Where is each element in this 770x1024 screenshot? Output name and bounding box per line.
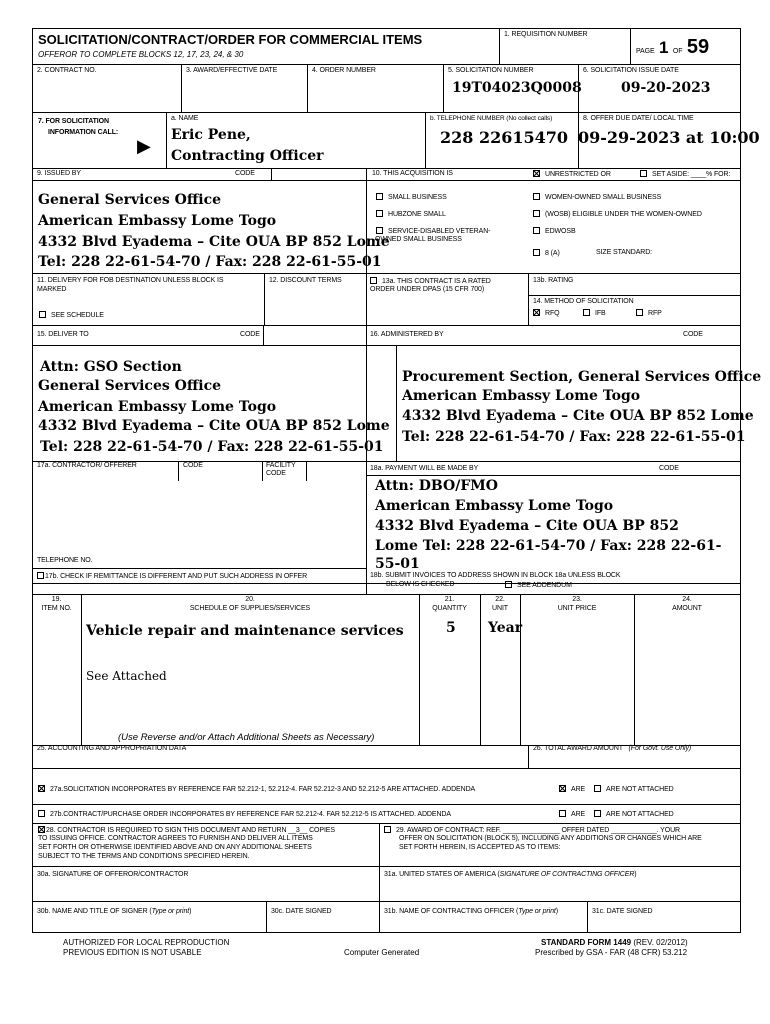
- deliver-to-line-3: American Embassy Lome Togo: [38, 399, 277, 415]
- remittance-checkbox[interactable]: [37, 572, 44, 579]
- officer-date-signed-label: 31c. DATE SIGNED: [592, 908, 653, 915]
- addenda-are-not-option-27b[interactable]: ARE NOT ATTACHED: [594, 810, 674, 818]
- telephone-label: b. TELEPHONE NUMBER (No collect calls): [430, 115, 553, 122]
- previous-edition-note: PREVIOUS EDITION IS NOT USABLE: [63, 948, 202, 957]
- prescribed-by-note: Prescribed by GSA - FAR (48 CFR) 53.212: [535, 948, 688, 957]
- rated-order-label-2: ORDER UNDER DPAS (15 CFR 700): [370, 286, 485, 293]
- contractor-label: 17a. CONTRACTOR/ OFFERER: [37, 462, 137, 469]
- issued-by-code-label: CODE: [235, 170, 255, 177]
- rfq-option[interactable]: RFQ: [533, 309, 559, 317]
- issue-date-value: 09-20-2023: [621, 80, 711, 96]
- wosb-eligible-option[interactable]: (WOSB) ELIGIBLE UNDER THE WOMEN-OWNED: [533, 210, 702, 218]
- ifb-checkbox[interactable]: [583, 309, 590, 316]
- schedule-header: SCHEDULE OF SUPPLIES/SERVICES: [189, 605, 311, 612]
- small-business-option[interactable]: SMALL BUSINESS: [376, 193, 447, 201]
- information-call-label: INFORMATION CALL:: [48, 129, 119, 136]
- unrestricted-checkbox[interactable]: [533, 170, 540, 177]
- item-quantity: 5: [446, 620, 456, 636]
- administered-by-line-2: American Embassy Lome Togo: [402, 388, 641, 404]
- administered-by-code-label: CODE: [683, 331, 703, 338]
- contractor-sign-option[interactable]: 28. CONTRACTOR IS REQUIRED TO SIGN THIS DOCUMENT AND RETURN __3__ COPIES: [38, 826, 335, 834]
- issued-by-line-2: American Embassy Lome Togo: [38, 213, 277, 229]
- payment-line-3: 4332 Blvd Eyadema – Cite OUA BP 852: [375, 518, 679, 534]
- arrow-right-icon: ▶: [137, 136, 151, 156]
- eight-a-option[interactable]: 8 (A): [533, 249, 560, 257]
- page-label: PAGE: [636, 48, 655, 55]
- issued-by-line-4: Tel: 228 22-61-54-70 / Fax: 228 22-61-55-01: [38, 254, 382, 270]
- unit-price-header: UNIT PRICE: [557, 605, 597, 612]
- item-description: Vehicle repair and maintenance services: [86, 623, 404, 639]
- see-schedule-checkbox[interactable]: [39, 311, 46, 318]
- contractor-sign-checkbox[interactable]: [38, 826, 45, 833]
- deliver-to-line-5: Tel: 228 22-61-54-70 / Fax: 228 22-61-55-01: [40, 439, 384, 455]
- set-aside-option[interactable]: SET ASIDE: ____% FOR:: [640, 170, 730, 178]
- deliver-to-code-label: CODE: [240, 331, 260, 338]
- offer-due-label: 8. OFFER DUE DATE/ LOCAL TIME: [583, 115, 694, 122]
- payment-line-1: Attn: DBO/FMO: [375, 478, 498, 494]
- award-of-contract-line-2: OFFER ON SOLICITATION (BLOCK 5), INCLUDING ANY ADDITIONS OR CHANGES WHICH ARE: [399, 835, 702, 842]
- requisition-number-label: 1. REQUISITION NUMBER: [504, 31, 588, 38]
- solicitation-number-label: 5. SOLICITATION NUMBER: [448, 67, 534, 74]
- quantity-number: 21.: [444, 596, 455, 603]
- contractor-code-label: CODE: [183, 462, 203, 469]
- submit-invoices-label-1: 18b. SUBMIT INVOICES TO ADDRESS SHOWN IN BLOCK 18a UNLESS BLOCK: [370, 572, 621, 579]
- administered-by-line-3: 4332 Blvd Eyadema – Cite OUA BP 852 Lome: [402, 408, 754, 424]
- authorized-reproduction-note: AUTHORIZED FOR LOCAL REPRODUCTION: [63, 938, 230, 947]
- schedule-number: 20.: [245, 596, 255, 603]
- award-date-label: 3. AWARD/EFFECTIVE DATE: [186, 67, 278, 74]
- addenda-are-not-checkbox-27a[interactable]: [594, 785, 601, 792]
- ifb-option[interactable]: IFB: [583, 309, 606, 317]
- deliver-to-label: 15. DELIVER TO: [37, 331, 89, 338]
- quantity-header: QUANTITY: [432, 605, 467, 612]
- of-label: OF: [672, 48, 683, 55]
- item-no-header: ITEM NO.: [41, 605, 72, 612]
- contracting-officer-name-label: 31b. NAME OF CONTRACTING OFFICER (Type or print): [384, 908, 558, 915]
- rating-label: 13b. RATING: [533, 277, 574, 284]
- item-unit: Year: [488, 620, 523, 636]
- remittance-option[interactable]: 17b. CHECK IF REMITTANCE IS DIFFERENT AND PUT SUCH ADDRESS IN OFFER: [37, 572, 307, 580]
- award-of-contract-checkbox[interactable]: [384, 826, 391, 833]
- small-business-checkbox[interactable]: [376, 193, 383, 200]
- contractor-sign-line-4: SUBJECT TO THE TERMS AND CONDITIONS SPECIFIED HEREIN.: [38, 853, 250, 860]
- award-of-contract-line-3: SET FORTH HEREIN, IS ACCEPTED AS TO ITEMS:: [399, 844, 561, 851]
- amount-number: 24.: [682, 596, 692, 603]
- telephone-value: 228 22615470: [440, 128, 569, 147]
- addenda-are-not-option-27a[interactable]: ARE NOT ATTACHED: [594, 785, 674, 793]
- see-schedule-option[interactable]: SEE SCHEDULE: [39, 311, 104, 319]
- solicitation-number-value: 19T04023Q0008: [452, 80, 582, 96]
- amount-header: AMOUNT: [672, 605, 702, 612]
- page-number: 1: [659, 38, 669, 57]
- contract-no-label: 2. CONTRACT NO.: [37, 67, 97, 74]
- telephone-no-label: TELEPHONE NO.: [37, 557, 93, 564]
- additional-sheets-note: (Use Reverse and/or Attach Additional Sheets as Necessary): [118, 732, 375, 743]
- facility-label-2: CODE: [266, 470, 286, 477]
- govt-use-note: (For Govt. Use Only): [628, 745, 692, 752]
- contact-name: Eric Pene,: [171, 127, 251, 143]
- administered-by-line-4: Tel: 228 22-61-54-70 / Fax: 228 22-61-55-01: [402, 429, 746, 445]
- total-award-label: 26. TOTAL AWARD AMOUNT (For Govt. Use Only): [533, 745, 692, 752]
- accounting-label: 25. ACCOUNTING AND APPROPRIATION DATA: [37, 745, 187, 752]
- sdvosb-option[interactable]: SERVICE-DISABLED VETERAN-: [376, 227, 490, 235]
- offeror-signature-label: 30a. SIGNATURE OF OFFEROR/CONTRACTOR: [37, 871, 189, 878]
- rfq-checkbox[interactable]: [533, 309, 540, 316]
- edwosb-checkbox[interactable]: [533, 227, 540, 234]
- payment-line-5: 55-01: [375, 556, 420, 572]
- unrestricted-option[interactable]: UNRESTRICTED OR: [533, 170, 611, 178]
- standard-form-id: STANDARD FORM 1449 (REV. 02/2012): [541, 938, 688, 947]
- unit-header: UNIT: [492, 605, 508, 612]
- signer-name-label: 30b. NAME AND TITLE OF SIGNER (Type or print): [37, 908, 192, 915]
- payment-line-2: American Embassy Lome Togo: [375, 498, 614, 514]
- wosb-option[interactable]: WOMEN-OWNED SMALL BUSINESS: [533, 193, 661, 201]
- page-total: 59: [686, 36, 710, 58]
- form-title: SOLICITATION/CONTRACT/ORDER FOR COMMERCIAL ITEMS: [38, 32, 423, 47]
- deliver-to-line-2: General Services Office: [38, 378, 222, 394]
- rated-order-checkbox[interactable]: [370, 277, 377, 284]
- discount-terms-label: 12. DISCOUNT TERMS: [269, 277, 342, 284]
- administered-by-label: 16. ADMINISTERED BY: [370, 331, 444, 338]
- solicitation-info-label: 7. FOR SOLICITATION: [38, 118, 109, 125]
- eight-a-checkbox[interactable]: [533, 249, 540, 256]
- award-of-contract-option[interactable]: 29. AWARD OF CONTRACT: REF. _______________ OFFER DATED ____________. YOUR: [384, 826, 680, 834]
- contract-incorporates-checkbox[interactable]: [38, 810, 45, 817]
- offer-due-value: 09-29-2023 at 10:00: [578, 128, 760, 147]
- page-indicator: [636, 36, 709, 59]
- method-label: 14. METHOD OF SOLICITATION: [533, 298, 634, 305]
- see-addendum-option[interactable]: SEE ADDENDUM: [505, 581, 572, 589]
- addenda-are-option-27b[interactable]: ARE: [559, 810, 585, 818]
- deliver-to-line-4: 4332 Blvd Eyadema – Cite OUA BP 852 Lome: [38, 418, 390, 434]
- rfp-checkbox[interactable]: [636, 309, 643, 316]
- issued-by-line-1: General Services Office: [38, 192, 222, 208]
- rfp-option[interactable]: RFP: [636, 309, 662, 317]
- size-standard-label: SIZE STANDARD:: [596, 249, 653, 256]
- sdvosb-label-2: OWNED SMALL BUSINESS: [375, 236, 462, 243]
- computer-generated-note: Computer Generated: [344, 948, 420, 957]
- solicitation-incorporates-option[interactable]: 27a.SOLICITATION INCORPORATES BY REFERENCE FAR 52.212-1, 52.212-4. FAR 52.212-3 AND 52.212-5 ARE ATTACHED. ADDENDA: [38, 785, 475, 793]
- payment-line-4: Lome Tel: 228 22-61-54-70 / Fax: 228 22-61-: [375, 538, 722, 554]
- payment-code-label: CODE: [659, 465, 679, 472]
- usa-signature-label: 31a. UNITED STATES OF AMERICA (SIGNATURE OF CONTRACTING OFFICER): [384, 871, 637, 878]
- issued-by-line-3: 4332 Blvd Eyadema – Cite OUA BP 852 Lome: [38, 234, 390, 250]
- addenda-are-option-27a[interactable]: ARE: [559, 785, 585, 793]
- rated-order-option[interactable]: 13a. THIS CONTRACT IS A RATED: [370, 277, 491, 285]
- wosb-eligible-checkbox[interactable]: [533, 210, 540, 217]
- contractor-sign-line-2: TO ISSUING OFFICE. CONTRACTOR AGREES TO FURNISH AND DELIVER ALL ITEMS: [38, 835, 313, 842]
- addenda-are-checkbox-27b[interactable]: [559, 810, 566, 817]
- delivery-label-2: MARKED: [37, 286, 67, 293]
- offeror-date-signed-label: 30c. DATE SIGNED: [271, 908, 332, 915]
- addenda-are-checkbox-27a[interactable]: [559, 785, 566, 792]
- submit-invoices-label-2: BELOW IS CHECKED: [386, 581, 455, 588]
- item-no-number: 19.: [51, 596, 62, 603]
- acquisition-label: 10. THIS ACQUISITION IS: [372, 170, 453, 177]
- set-aside-checkbox[interactable]: [640, 170, 647, 177]
- administered-by-line-1: Procurement Section, General Services Office: [402, 369, 762, 385]
- addenda-are-not-checkbox-27b[interactable]: [594, 810, 601, 817]
- deliver-to-line-1: Attn: GSO Section: [40, 359, 182, 375]
- hubzone-option[interactable]: HUBZONE SMALL: [376, 210, 446, 218]
- facility-label-1: FACILITY: [266, 462, 296, 469]
- payment-label: 18a. PAYMENT WILL BE MADE BY: [370, 465, 479, 472]
- issued-by-label: 9. ISSUED BY: [37, 170, 81, 177]
- wosb-checkbox[interactable]: [533, 193, 540, 200]
- hubzone-checkbox[interactable]: [376, 210, 383, 217]
- sdvosb-checkbox[interactable]: [376, 227, 383, 234]
- unit-number: 22.: [495, 596, 505, 603]
- contract-incorporates-option[interactable]: 27b.CONTRACT/PURCHASE ORDER INCORPORATES BY REFERENCE FAR 52.212-4. FAR 52.212-5 IS ATTACHED. ADDENDA: [38, 810, 451, 818]
- name-label: a. NAME: [171, 115, 199, 122]
- see-addendum-checkbox[interactable]: [505, 581, 512, 588]
- issue-date-label: 6. SOLICITATION ISSUE DATE: [583, 67, 679, 74]
- edwosb-option[interactable]: EDWOSB: [533, 227, 576, 235]
- solicitation-incorporates-checkbox[interactable]: [38, 785, 45, 792]
- contact-title: Contracting Officer: [171, 148, 324, 164]
- contractor-sign-line-3: SET FORTH OR OTHERWISE IDENTIFIED ABOVE AND ON ANY ADDITIONAL SHEETS: [38, 844, 312, 851]
- delivery-label-1: 11. DELIVERY FOR FOB DESTINATION UNLESS BLOCK IS: [37, 277, 224, 284]
- order-number-label: 4. ORDER NUMBER: [312, 67, 376, 74]
- see-attached-text: See Attached: [86, 669, 167, 683]
- unit-price-number: 23.: [572, 596, 582, 603]
- form-subtitle: OFFEROR TO COMPLETE BLOCKS 12, 17, 23, 24, & 30: [38, 50, 244, 59]
